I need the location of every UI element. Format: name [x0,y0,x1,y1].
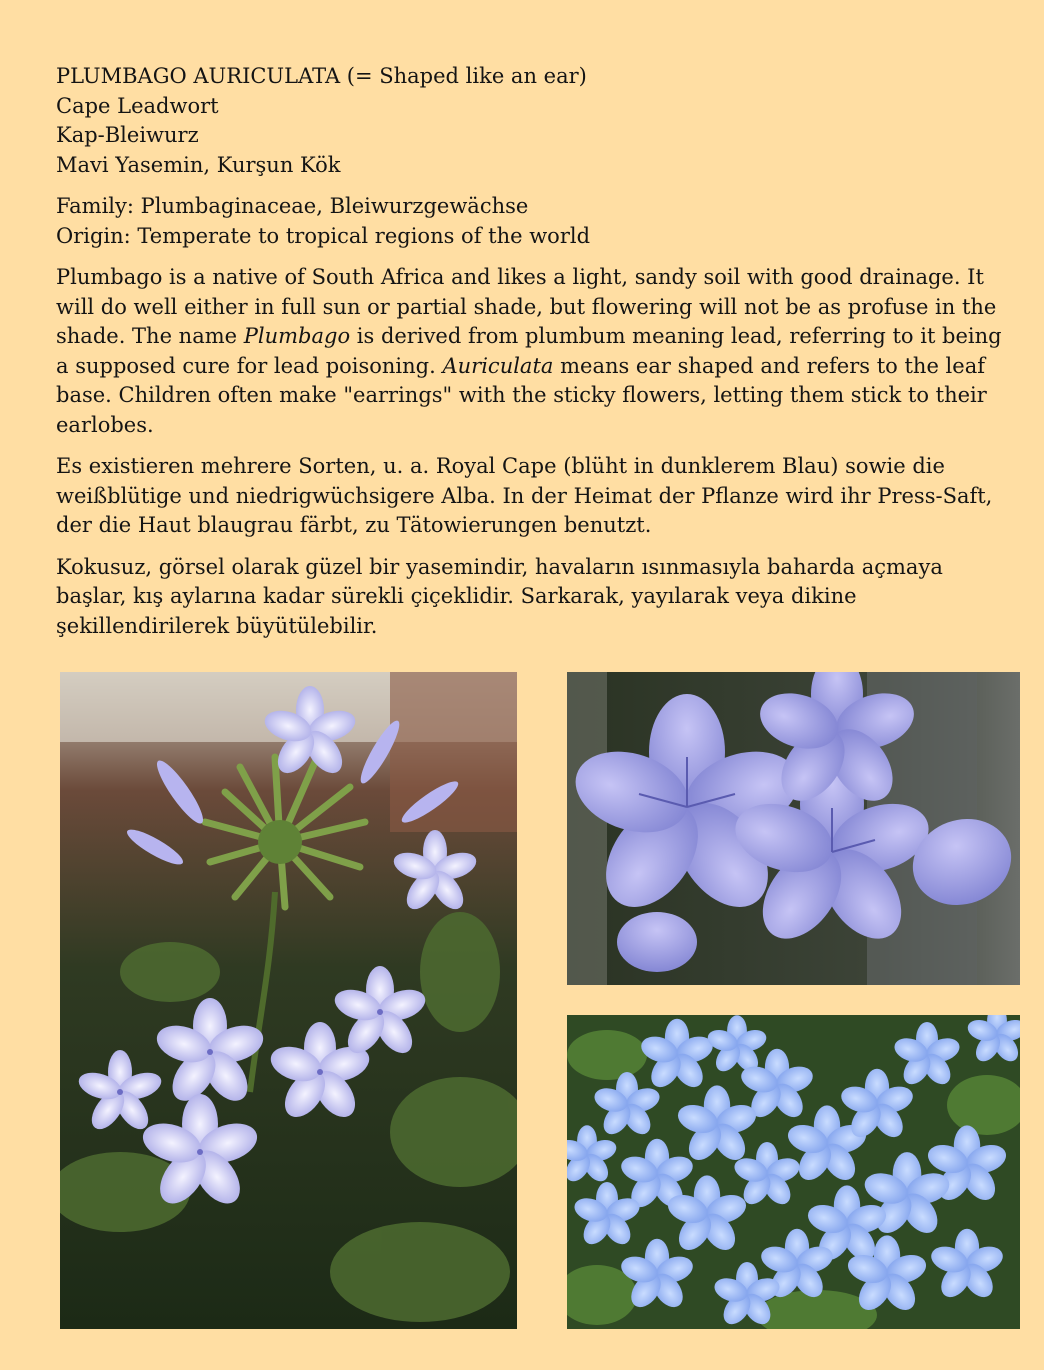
photo-tr-illustration [567,672,1020,985]
article [56,62,1006,653]
description-en-part2: is derived from plumbum meaning lead, referring to it being a supposed cure for lead poisoning. [56,324,1002,378]
plant-names [56,62,1006,180]
description-en-italic-auriculata: Auriculata [442,353,554,378]
photo-plumbago-flower-head [60,672,517,1329]
description-en-italic-plumbago: Plumbago [243,324,351,348]
description-en-part3: means ear shaped and refers to the leaf base. Children often make "earrings" with the sticky flowers, letting them stick to their earlobes. [56,353,987,437]
photo-br-illustration [567,1015,1020,1329]
turkish-name: Mavi Yasemin, Kurşun Kök [56,152,341,177]
photo-plumbago-blue-cluster [567,1015,1020,1329]
description-german: Es existieren mehrere Sorten, u. a. Royal Cape (blüht in dunklerem Blau) sowie die weißblütige und niedrigwüchsigere Alba. In der Heimat der Pflanze wird ihr Press-Saft, der die Haut blaugrau färbt, zu Tätowierungen benutzt. [56,454,993,537]
description-en-part1: Plumbago is a native of South Africa and likes a light, sandy soil with good drainage. It will do well either in full sun or partial shade, but flowering will not be as profuse in the shade. The name [56,265,997,348]
latin-name-title: PLUMBAGO AURICULATA (= Shaped like an ear) [56,64,587,88]
origin-line: Origin: Temperate to tropical regions of the world [56,223,591,248]
photo-plumbago-closeup-violet [567,672,1020,985]
german-name: Kap-Bleiwurz [56,123,199,147]
english-name: Cape Leadwort [56,93,219,118]
taxonomy-block [56,192,1006,251]
family-line: Family: Plumbaginaceae, Bleiwurzgewächse [56,194,529,218]
description-turkish: Kokusuz, görsel olarak güzel bir yasemindir, havaların ısınmasıyla baharda açmaya başlar, kış aylarına kadar sürekli çiçeklidir. Sarkarak, yayılarak veya dikine şekillendirilerek büyütülebilir. [56,554,943,638]
photo-left-illustration [60,672,517,1329]
description-english [56,263,1006,440]
